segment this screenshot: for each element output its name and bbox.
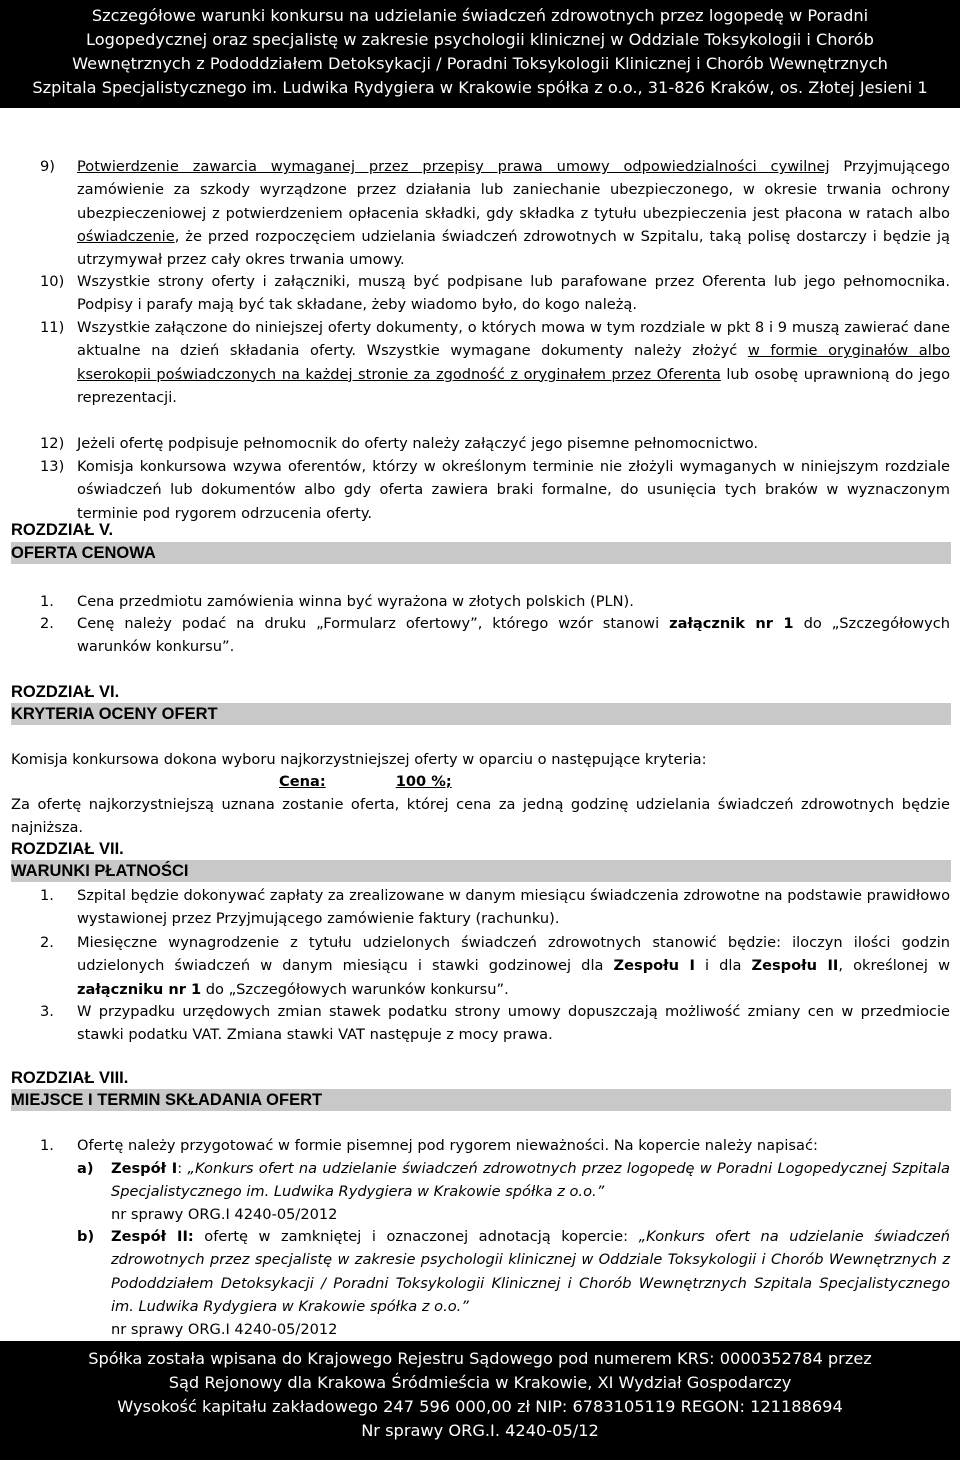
chapter-title: OFERTA CENOWA xyxy=(11,544,156,562)
case-number: nr sprawy ORG.I 4240-05/2012 xyxy=(111,1206,338,1223)
envelope-team-2: Zespół II: ofertę w zamkniętej i oznaczonej adnotacją kopercie: „Konkurs ofert na udzielanie świadczeń zdrowotnych przez specjalistę w zakresie psychologii klinicznej w Oddziale Toksykologii i Chorób Wewnętrznych z Pododdziałem Detoksykacji / Poradni Toksykologii Klinicznej i Chorób Wewnętrznych Szpitala Specjalistycznego im. Ludwika Rydygiera w Krakowie spółka z o.o.” xyxy=(111,1228,950,1315)
footer-line: Nr sprawy ORG.I. 4240-05/12 xyxy=(361,1421,599,1440)
criteria-description: Za ofertę najkorzystniejszą uznana zostanie oferta, której cena za jedną godzinę udzielania świadczeń zdrowotnych będzie najniższa. xyxy=(11,796,950,837)
chapter-label: ROZDZIAŁ VI. xyxy=(11,683,120,701)
item-number: 1. xyxy=(40,593,54,610)
footer-line: Wysokość kapitału zakładowego 247 596 000,00 zł NIP: 6783105119 REGON: 121188694 xyxy=(117,1397,843,1416)
subitem-letter: b) xyxy=(77,1228,95,1245)
price-currency-text: Cena przedmiotu zamówienia winna być wyrażona w złotych polskich (PLN). xyxy=(77,593,634,610)
item-number: 2. xyxy=(40,615,54,632)
header-line: Wewnętrznych z Pododdziałem Detoksykacji / Poradni Toksykologii Klinicznej i Chorób Wewnętrznych xyxy=(72,54,888,73)
envelope-team-1: Zespół I: „Konkurs ofert na udzielanie świadczeń zdrowotnych przez logopedę w Poradni Logopedycznej Szpitala Specjalistycznego im. Ludwika Rydygiera w Krakowie spółka z o.o.” xyxy=(111,1160,950,1201)
item-number: 2. xyxy=(40,934,54,951)
payment-item-2: Miesięczne wynagrodzenie z tytułu udzielonych świadczeń zdrowotnych stanowić będzie: iloczyn ilości godzin udzielonych świadczeń w danym miesiącu i stawki godzinowej dla Zespołu I i dla Zespołu II, określonej w załączniku nr 1 do „Szczegółowych warunków konkursu”. xyxy=(77,934,951,998)
chapter-title: WARUNKI PŁATNOŚCI xyxy=(11,862,189,880)
footer-line: Spółka została wpisana do Krajowego Rejestru Sądowego pod numerem KRS: 0000352784 przez xyxy=(88,1349,872,1368)
item-number: 11) xyxy=(40,319,65,336)
chapter-title: MIEJSCE I TERMIN SKŁADANIA OFERT xyxy=(11,1091,323,1109)
item-number: 13) xyxy=(40,458,65,475)
chapter-label: ROZDZIAŁ VII. xyxy=(11,840,124,858)
item-10-text: Wszystkie strony oferty i załączniki, muszą być podpisane lub parafowane przez Oferenta lub jego pełnomocnika. Podpisy i parafy mają być tak składane, żeby wiadomo było, do kogo należą. xyxy=(77,273,950,314)
item-number: 9) xyxy=(40,158,55,175)
page-header xyxy=(0,0,960,108)
header-line: Szpitala Specjalistycznego im. Ludwika Rydygiera w Krakowie spółka z o.o., 31-826 Kraków, os. Złotej Jesieni 1 xyxy=(32,78,928,97)
item-number: 12) xyxy=(40,435,65,452)
item-number: 1. xyxy=(40,1137,54,1154)
submission-item-1: Ofertę należy przygotować w formie pisemnej pod rygorem nieważności. Na kopercie należy napisać: xyxy=(77,1137,818,1154)
item-11-text: Wszystkie załączone do niniejszej oferty dokumenty, o których mowa w tym rozdziale w pkt 8 i 9 muszą zawierać dane aktualne na dzień składania oferty. Wszystkie wymagane dokumenty należy złożyć w formie oryginałów albo kserokopii poświadczonych na każdej stronie za zgodność z oryginałem przez Oferenta lub osobę uprawnioną do jego reprezentacji. xyxy=(77,319,951,406)
header-line: Szczegółowe warunki konkursu na udzielanie świadczeń zdrowotnych przez logopedę w Poradni xyxy=(91,6,869,25)
price-form-text: Cenę należy podać na druku „Formularz ofertowy”, którego wzór stanowi załącznik nr 1 do „Szczegółowych warunków konkursu”. xyxy=(77,615,950,656)
item-12-text: Jeżeli ofertę podpisuje pełnomocnik do oferty należy załączyć jego pisemne pełnomocnictwo. xyxy=(77,435,759,452)
chapter-title: KRYTERIA OCENY OFERT xyxy=(11,705,218,723)
footer-line: Sąd Rejonowy dla Krakowa Śródmieścia w Krakowie, XI Wydział Gospodarczy xyxy=(168,1373,792,1392)
case-number: nr sprawy ORG.I 4240-05/2012 xyxy=(111,1321,338,1338)
criteria-intro: Komisja konkursowa dokona wyboru najkorzystniejszej oferty w oparciu o następujące kryteria: xyxy=(11,751,707,768)
item-number: 3. xyxy=(40,1003,54,1020)
item-number: 10) xyxy=(40,273,65,290)
payment-item-3: W przypadku urzędowych zmian stawek podatku strony umowy dopuszczają możliwość zmiany cen w przedmiocie stawki podatku VAT. Zmiana stawki VAT następuje z mocy prawa. xyxy=(77,1003,950,1044)
chapter-label: ROZDZIAŁ V. xyxy=(11,521,114,539)
item-13-text: Komisja konkursowa wzywa oferentów, którzy w określonym terminie nie złożyli wymaganych w niniejszym rozdziale oświadczeń lub dokumentów albo gdy oferta zawiera braki formalne, do usunięcia tych braków w wyznaczonym terminie pod rygorem odrzucenia oferty. xyxy=(77,458,950,522)
payment-item-1: Szpital będzie dokonywać zapłaty za zrealizowane w danym miesiącu świadczenia zdrowotne na podstawie prawidłowo wystawionej przez Przyjmującego zamówienie faktury (rachunku). xyxy=(77,887,951,928)
page-footer xyxy=(0,1341,960,1460)
item-number: 1. xyxy=(40,887,54,904)
chapter-label: ROZDZIAŁ VIII. xyxy=(11,1069,129,1087)
subitem-letter: a) xyxy=(77,1160,94,1177)
page-number: 5 xyxy=(932,1425,945,1449)
criterion: Cena: 100 %; xyxy=(279,773,452,790)
header-line: Logopedycznej oraz specjalistę w zakresie psychologii klinicznej w Oddziale Toksykologii i Chorób xyxy=(86,30,874,49)
item-9-text: Potwierdzenie zawarcia wymaganej przez przepisy prawa umowy odpowiedzialności cywilnej Przyjmującego zamówienie za szkody wyrządzone przez działania lub zaniechanie ubezpieczonego, w okresie trwania ochrony ubezpieczeniowej z potwierdzeniem opłacenia składki, gdy składka z tytułu ubezpieczenia jest płacona w ratach albo oświadczenie, że przed rozpoczęciem udzielania świadczeń zdrowotnych w Szpitalu, taką polisę dostarczy i będzie ją utrzymywał przez cały okres trwania umowy. xyxy=(77,158,950,269)
